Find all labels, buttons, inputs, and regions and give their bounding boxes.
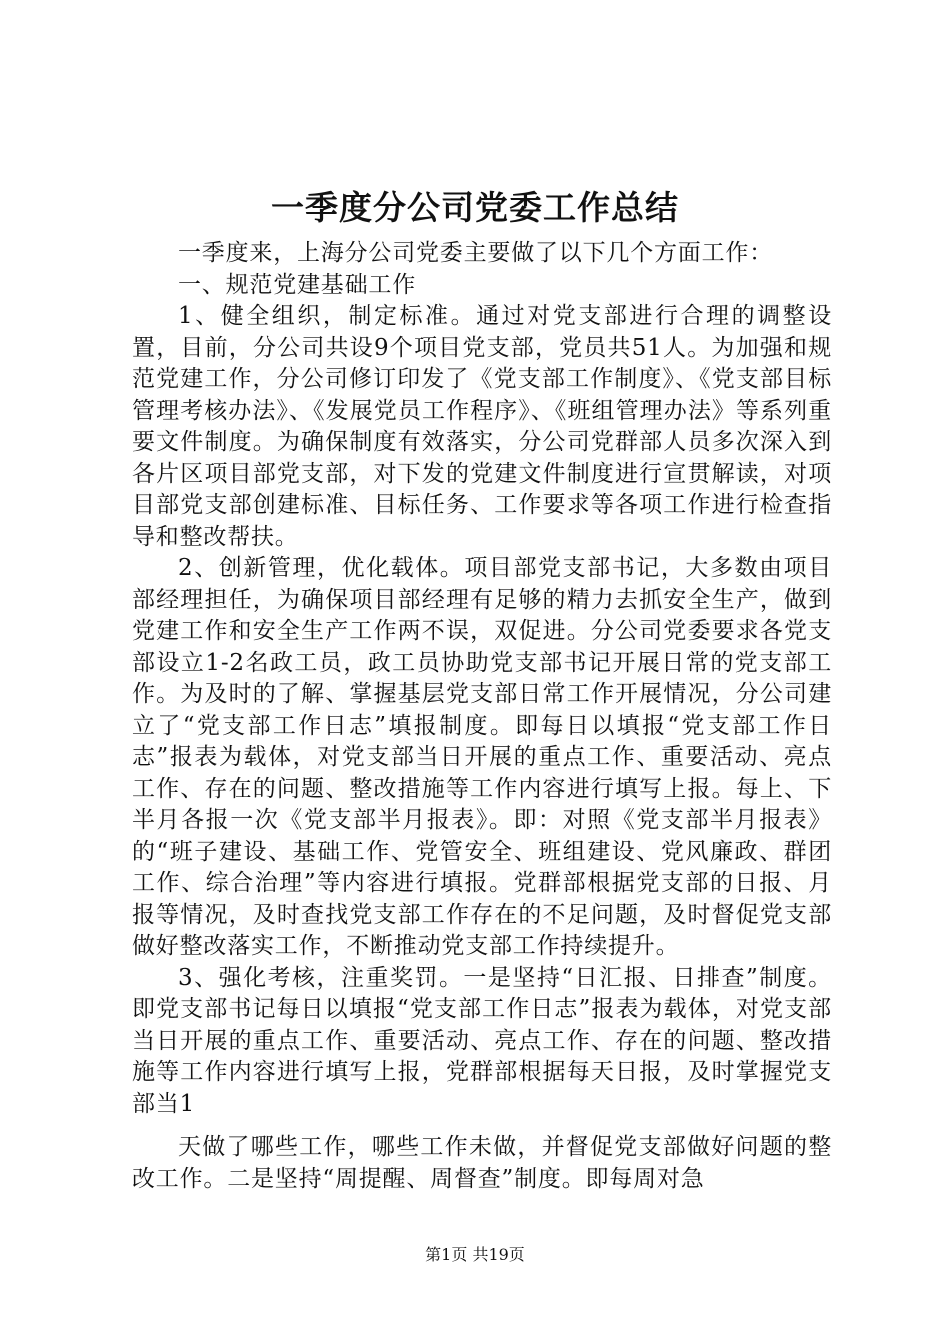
page-footer: 第1页 共19页 [425, 1245, 525, 1264]
section-heading-1: 一、规范党建基础工作 [178, 271, 416, 298]
intro-paragraph: 一季度来，上海分公司党委主要做了以下几个方面工作： [178, 240, 773, 266]
paragraph-organization: 1、健全组织，制定标准。通过对党支部进行合理的调整设置，目前，分公司共设9个项目党支部，党员共51人。为加强和规范党建工作，分公司修订印发了《党支部工作制度》、《党支部目标管理考核办法》、《发展党员工作程序》、《班组管理办法》等系列重要文件制度。为确保制度有效落实，分公司党群部人员多次深入到各片区项目部党支部，对下发的党建文件制度进行宣贯解读，对项目部党支部创建标准、目标任务、工作要求等各项工作进行检查指导和整改帮扶。 [132, 303, 832, 550]
paragraph-management: 2、创新管理，优化载体。项目部党支部书记，大多数由项目部经理担任，为确保项目部经理有足够的精力去抓安全生产，做到党建工作和安全生产工作两不误，双促进。分公司党委要求各党支部设立1-2名政工员，政工员协助党支部书记开展日常的党支部工作。为及时的了解、掌握基层党支部日常工作开展情况，分公司建立了“党支部工作日志”填报制度。即每日以填报“党支部工作日志”报表为载体，对党支部当日开展的重点工作、重要活动、亮点工作、存在的问题、整改措施等工作内容进行填写上报。每上、下半月各报一次《党支部半月报表》。即：对照《党支部半月报表》的“班子建设、基础工作、党管安全、班组建设、党风廉政、群团工作、综合治理”等内容进行填报。党群部根据党支部的日报、月报等情况，及时查找党支部工作存在的不足问题，及时督促党支部做好整改落实工作，不断推动党支部工作持续提升。 [132, 555, 832, 959]
document-body [132, 238, 832, 1195]
paragraph-continuation: 天做了哪些工作，哪些工作未做，并督促党支部做好问题的整改工作。二是坚持“周提醒、周督查”制度。即每周对急 [132, 1134, 832, 1192]
document-title: 一季度分公司党委工作总结 [271, 188, 679, 227]
paragraph-assessment: 3、强化考核，注重奖罚。一是坚持“日汇报、日排查”制度。即党支部书记每日以填报“党支部工作日志”报表为载体，对党支部当日开展的重点工作、重要活动、亮点工作、存在的问题、整改措施等工作内容进行填写上报，党群部根据每天日报，及时掌握党支部当1 [132, 964, 832, 1117]
